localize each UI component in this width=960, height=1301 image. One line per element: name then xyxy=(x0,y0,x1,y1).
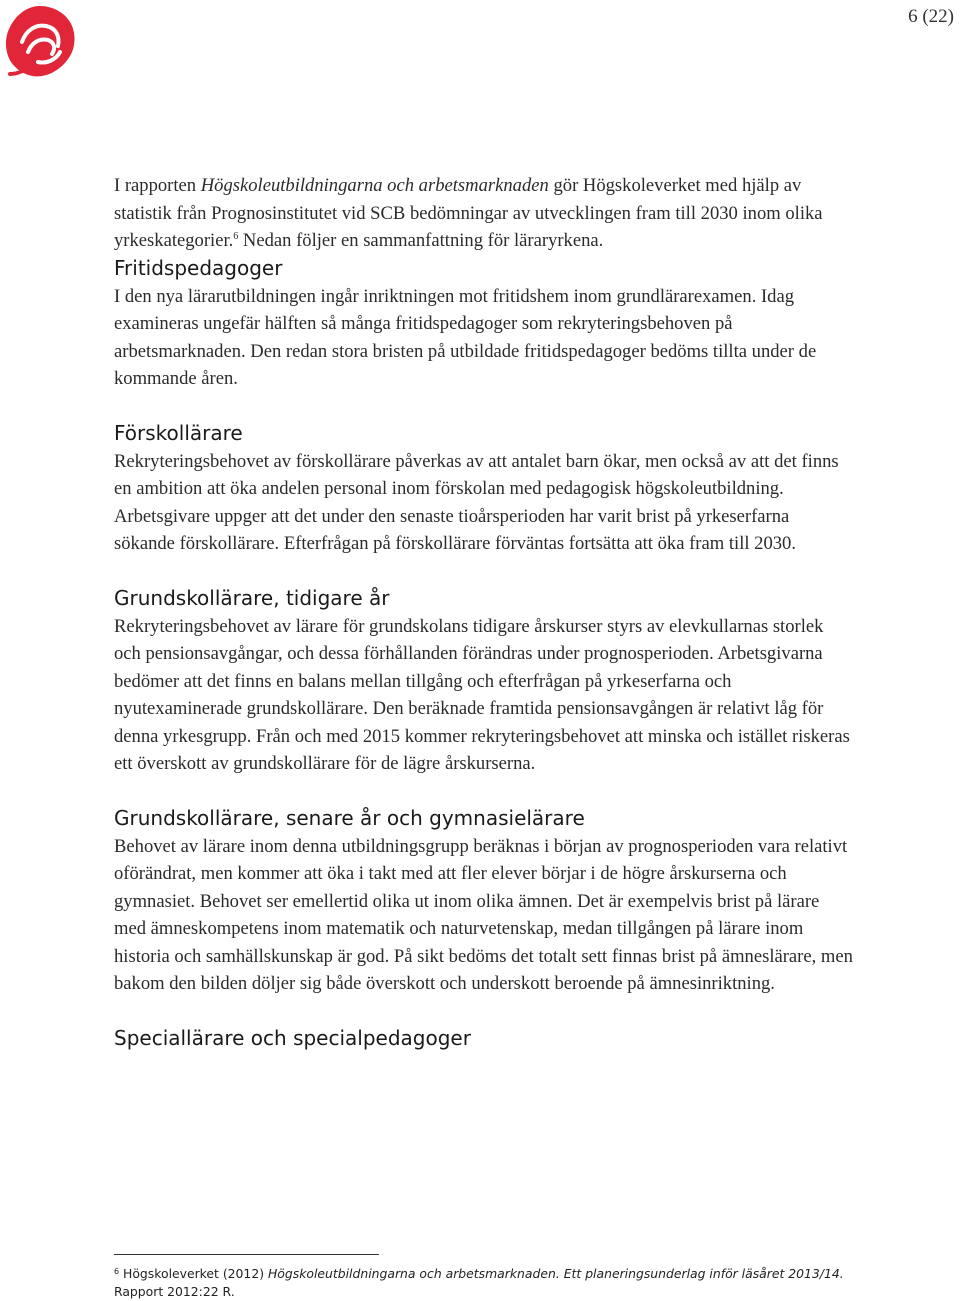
footnote xyxy=(114,1265,874,1301)
page-number: 6 (22) xyxy=(908,6,954,27)
intro-paragraph xyxy=(114,172,854,255)
footnote-source: Högskoleverket (2012) xyxy=(119,1266,268,1281)
intro-text-end: Nedan följer en sammanfattning för läraryrkena. xyxy=(238,230,604,251)
footnote-number: 6 xyxy=(114,1267,120,1276)
section-heading: Grundskollärare, tidigare år xyxy=(114,585,390,610)
section-forskollarare xyxy=(114,420,854,558)
footnote-title: Högskoleutbildningarna och arbetsmarknaden. Ett planeringsunderlag inför läsåret 2013/14. xyxy=(267,1266,844,1281)
intro-text-middle: gör Högskoleverket med hjälp av statistik från Prognosinstitutet vid SCB bedömningar av utvecklingen fram till 2030 inom olika yrkeskategorier. xyxy=(114,175,823,251)
report-title: Högskoleutbildningarna och arbetsmarknaden xyxy=(200,175,549,196)
footnote-separator xyxy=(114,1254,379,1255)
section-body: Rekryteringsbehovet av förskollärare påverkas av att antalet barn ökar, men också av att det finns en ambition att öka andelen personal inom förskolan med pedagogisk högskoleutbildning. Arbetsgivare uppger att det under den senaste tioårsperioden har varit brist på yrkeserfarna sökande förskollärare. Efterfrågan på förskollärare förväntas fortsätta att öka fram till 2030. xyxy=(114,450,839,554)
section-speciallarare xyxy=(114,1025,854,1051)
section-heading: Fritidspedagoger xyxy=(114,255,283,280)
rose-logo-icon xyxy=(2,2,78,80)
section-body: I den nya lärarutbildningen ingår inriktningen mot fritidshem inom grundlärarexamen. Idag examineras ungefär hälften så många fritidspedagoger som rekryteringsbehoven på arbetsmarknaden. Den redan stora bristen på utbildade fritidspedagoger bedöms tillta under de kommande åren. xyxy=(114,285,817,389)
section-grundskollarare-senare xyxy=(114,805,854,998)
footnote-line xyxy=(114,1265,874,1283)
section-fritidspedagoger xyxy=(114,255,854,393)
footnote-reference[interactable]: 6 xyxy=(233,231,239,242)
section-heading: Grundskollärare, senare år och gymnasielärare xyxy=(114,805,585,830)
intro-text-start: I rapporten xyxy=(114,175,201,196)
section-heading: Förskollärare xyxy=(114,420,243,445)
section-body: Rekryteringsbehovet av lärare för grundskolans tidigare årskurser styrs av elevkullarnas storlek och pensionsavgångar, och dessa förhållanden förändras under prognosperioden. Arbetsgivarna bedömer att det finns en balans mellan tillgång och efterfrågan på yrkeserfarna och nyutexaminerade grundskollärare. Den beräknade framtida pensionsavgången är relativt låg för denna yrkesgrupp. Från och med 2015 kommer rekryteringsbehovet att minska och istället riskeras ett överskott av grundskollärare för de lägre årskurserna. xyxy=(114,615,850,774)
footnote-report-number: Rapport 2012:22 R. xyxy=(114,1284,235,1299)
section-grundskollarare-tidigare xyxy=(114,585,854,778)
section-heading: Speciallärare och specialpedagoger xyxy=(114,1025,471,1050)
section-body: Behovet av lärare inom denna utbildningsgrupp beräknas i början av prognosperioden vara relativt oförändrat, men kommer att öka i takt med att fler elever börjar i de högre årskurserna och gymnasiet. Behovet ser emellertid olika ut inom olika ämnen. Det är exempelvis brist på lärare med ämneskompetens inom matematik och naturvetenskap, medan tillgången på lärare inom historia och samhällskunskap är god. På sikt bedöms det totalt sett finnas brist på ämneslärare, men bakom den bilden döljer sig både överskott och underskott beroende på ämnesinriktning. xyxy=(114,835,853,994)
document-body xyxy=(114,172,854,1078)
